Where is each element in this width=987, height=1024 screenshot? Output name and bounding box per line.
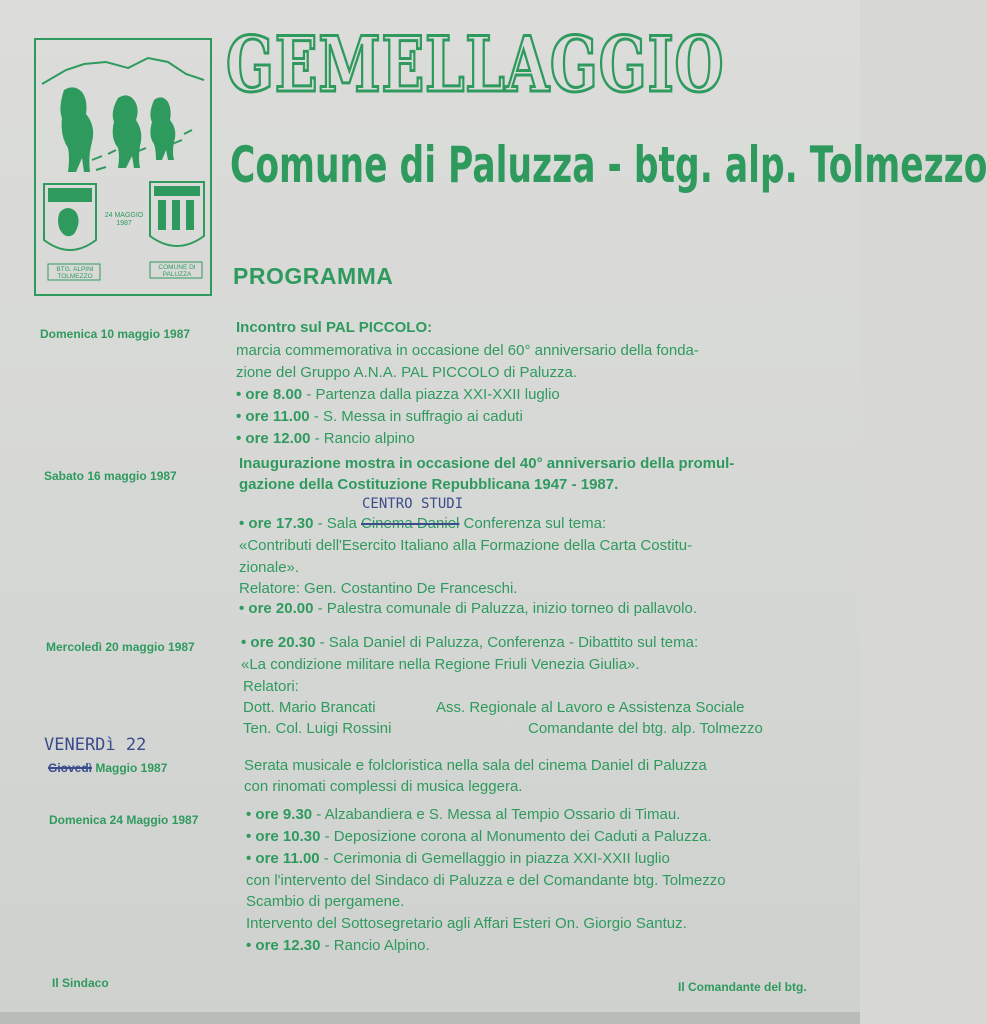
speaker-role: Comandante del btg. alp. Tolmezzo xyxy=(528,720,763,737)
schedule-text: - Deposizione corona al Monumento dei Caduti a Paluzza. xyxy=(320,828,712,845)
schedule-time: • ore 20.00 xyxy=(239,600,314,617)
schedule-text: - Rancio Alpino. xyxy=(320,937,430,954)
logo-left-badge: BTG. ALPINI TOLMEZZO xyxy=(56,266,94,281)
signature-commander: Il Comandante del btg. xyxy=(678,980,807,994)
schedule-text: - Alzabandiera e S. Messa al Tempio Ossario di Timau. xyxy=(312,806,681,823)
event-text: zionale». xyxy=(239,559,300,576)
speaker-name: Ten. Col. Luigi Rossini xyxy=(243,720,392,737)
event-date-1: Domenica 10 maggio 1987 xyxy=(40,327,191,341)
event-text: zione del Gruppo A.N.A. PAL PICCOLO di Paluzza. xyxy=(236,364,578,381)
schedule-text: - Palestra comunale di Paluzza, inizio torneo di pallavolo. xyxy=(313,600,698,617)
event-heading-1: Incontro sul PAL PICCOLO: xyxy=(236,319,433,336)
event-heading-2: Inaugurazione mostra in occasione del 40° anniversario della promul- xyxy=(239,455,735,472)
schedule-time: • ore 12.30 xyxy=(246,937,321,954)
section-heading: PROGRAMMA xyxy=(233,263,394,289)
schedule-item xyxy=(246,828,712,845)
schedule-text: - Sala xyxy=(313,515,361,532)
schedule-item xyxy=(246,850,670,867)
schedule-item xyxy=(241,634,698,651)
page-subtitle: Comune di Paluzza - btg. alp. Tolmezzo xyxy=(230,136,987,194)
schedule-item xyxy=(239,600,697,617)
event-date-3: Mercoledì 20 maggio 1987 xyxy=(46,640,195,654)
schedule-time: • ore 8.00 xyxy=(236,386,303,403)
schedule-time: • ore 12.00 xyxy=(236,430,311,447)
event-text: con l'intervento del Sindaco di Paluzza e del Comandante btg. Tolmezzo xyxy=(246,872,726,889)
logo-right-badge: COMUNE DI PALUZZA xyxy=(158,264,196,279)
schedule-item xyxy=(236,386,560,403)
event-date-4 xyxy=(48,761,167,775)
event-text: marcia commemorativa in occasione del 60° anniversario della fonda- xyxy=(236,342,699,359)
page-edge xyxy=(0,1012,860,1024)
schedule-text: - S. Messa in suffragio ai caduti xyxy=(309,408,523,425)
speaker-role: Ass. Regionale al Lavoro e Assistenza Sociale xyxy=(436,699,745,716)
schedule-text: - Cerimonia di Gemellaggio in piazza XXI-XXII luglio xyxy=(319,850,670,867)
schedule-item xyxy=(246,806,680,823)
schedule-text: Conferenza sul tema: xyxy=(459,515,607,532)
speaker-line: Relatore: Gen. Costantino De Franceschi. xyxy=(239,580,518,597)
event-text: con rinomati complessi di musica leggera. xyxy=(244,778,523,795)
schedule-time: • ore 10.30 xyxy=(246,828,321,845)
speaker-name: Dott. Mario Brancati xyxy=(243,699,376,716)
emblem-artwork-icon xyxy=(36,40,210,294)
schedule-text: - Sala Daniel di Paluzza, Conferenza - Dibattito sul tema: xyxy=(315,634,699,651)
struck-date: Giovedì xyxy=(48,761,93,775)
event-heading-2b: gazione della Costituzione Repubblicana 1947 - 1987. xyxy=(239,476,619,493)
page-title: GEMELLAGGIO xyxy=(226,20,725,109)
speaker-heading: Relatori: xyxy=(243,678,299,695)
date-rest: Maggio 1987 xyxy=(92,761,168,775)
schedule-text: - Rancio alpino xyxy=(310,430,415,447)
schedule-item xyxy=(239,515,606,532)
schedule-time: • ore 17.30 xyxy=(239,515,314,532)
event-text: Intervento del Sottosegretario agli Affari Esteri On. Giorgio Santuz. xyxy=(246,915,687,932)
event-date-2: Sabato 16 maggio 1987 xyxy=(44,469,177,483)
schedule-item xyxy=(246,937,430,954)
event-text: «La condizione militare nella Regione Friuli Venezia Giulia». xyxy=(241,656,640,673)
schedule-item xyxy=(236,408,523,425)
event-text: Scambio di pergamene. xyxy=(246,893,405,910)
signature-mayor: Il Sindaco xyxy=(52,976,109,990)
logo-date: 24 MAGGIO 1987 xyxy=(104,212,144,227)
schedule-time: • ore 9.30 xyxy=(246,806,313,823)
schedule-item xyxy=(236,430,415,447)
handwritten-note: CENTRO STUDI xyxy=(362,496,464,512)
schedule-time: • ore 20.30 xyxy=(241,634,316,651)
event-date-5: Domenica 24 Maggio 1987 xyxy=(49,813,199,827)
emblem-logo xyxy=(34,38,212,296)
event-text: Serata musicale e folcloristica nella sala del cinema Daniel di Paluzza xyxy=(244,757,707,774)
schedule-time: • ore 11.00 xyxy=(236,408,310,425)
handwritten-date: VENERDì 22 xyxy=(44,735,147,755)
event-text: «Contributi dell'Esercito Italiano alla Formazione della Carta Costitu- xyxy=(239,537,693,554)
schedule-text: - Partenza dalla piazza XXI-XXII luglio xyxy=(302,386,560,403)
schedule-time: • ore 11.00 xyxy=(246,850,320,867)
struck-text: Cinema Daniel xyxy=(361,515,460,532)
